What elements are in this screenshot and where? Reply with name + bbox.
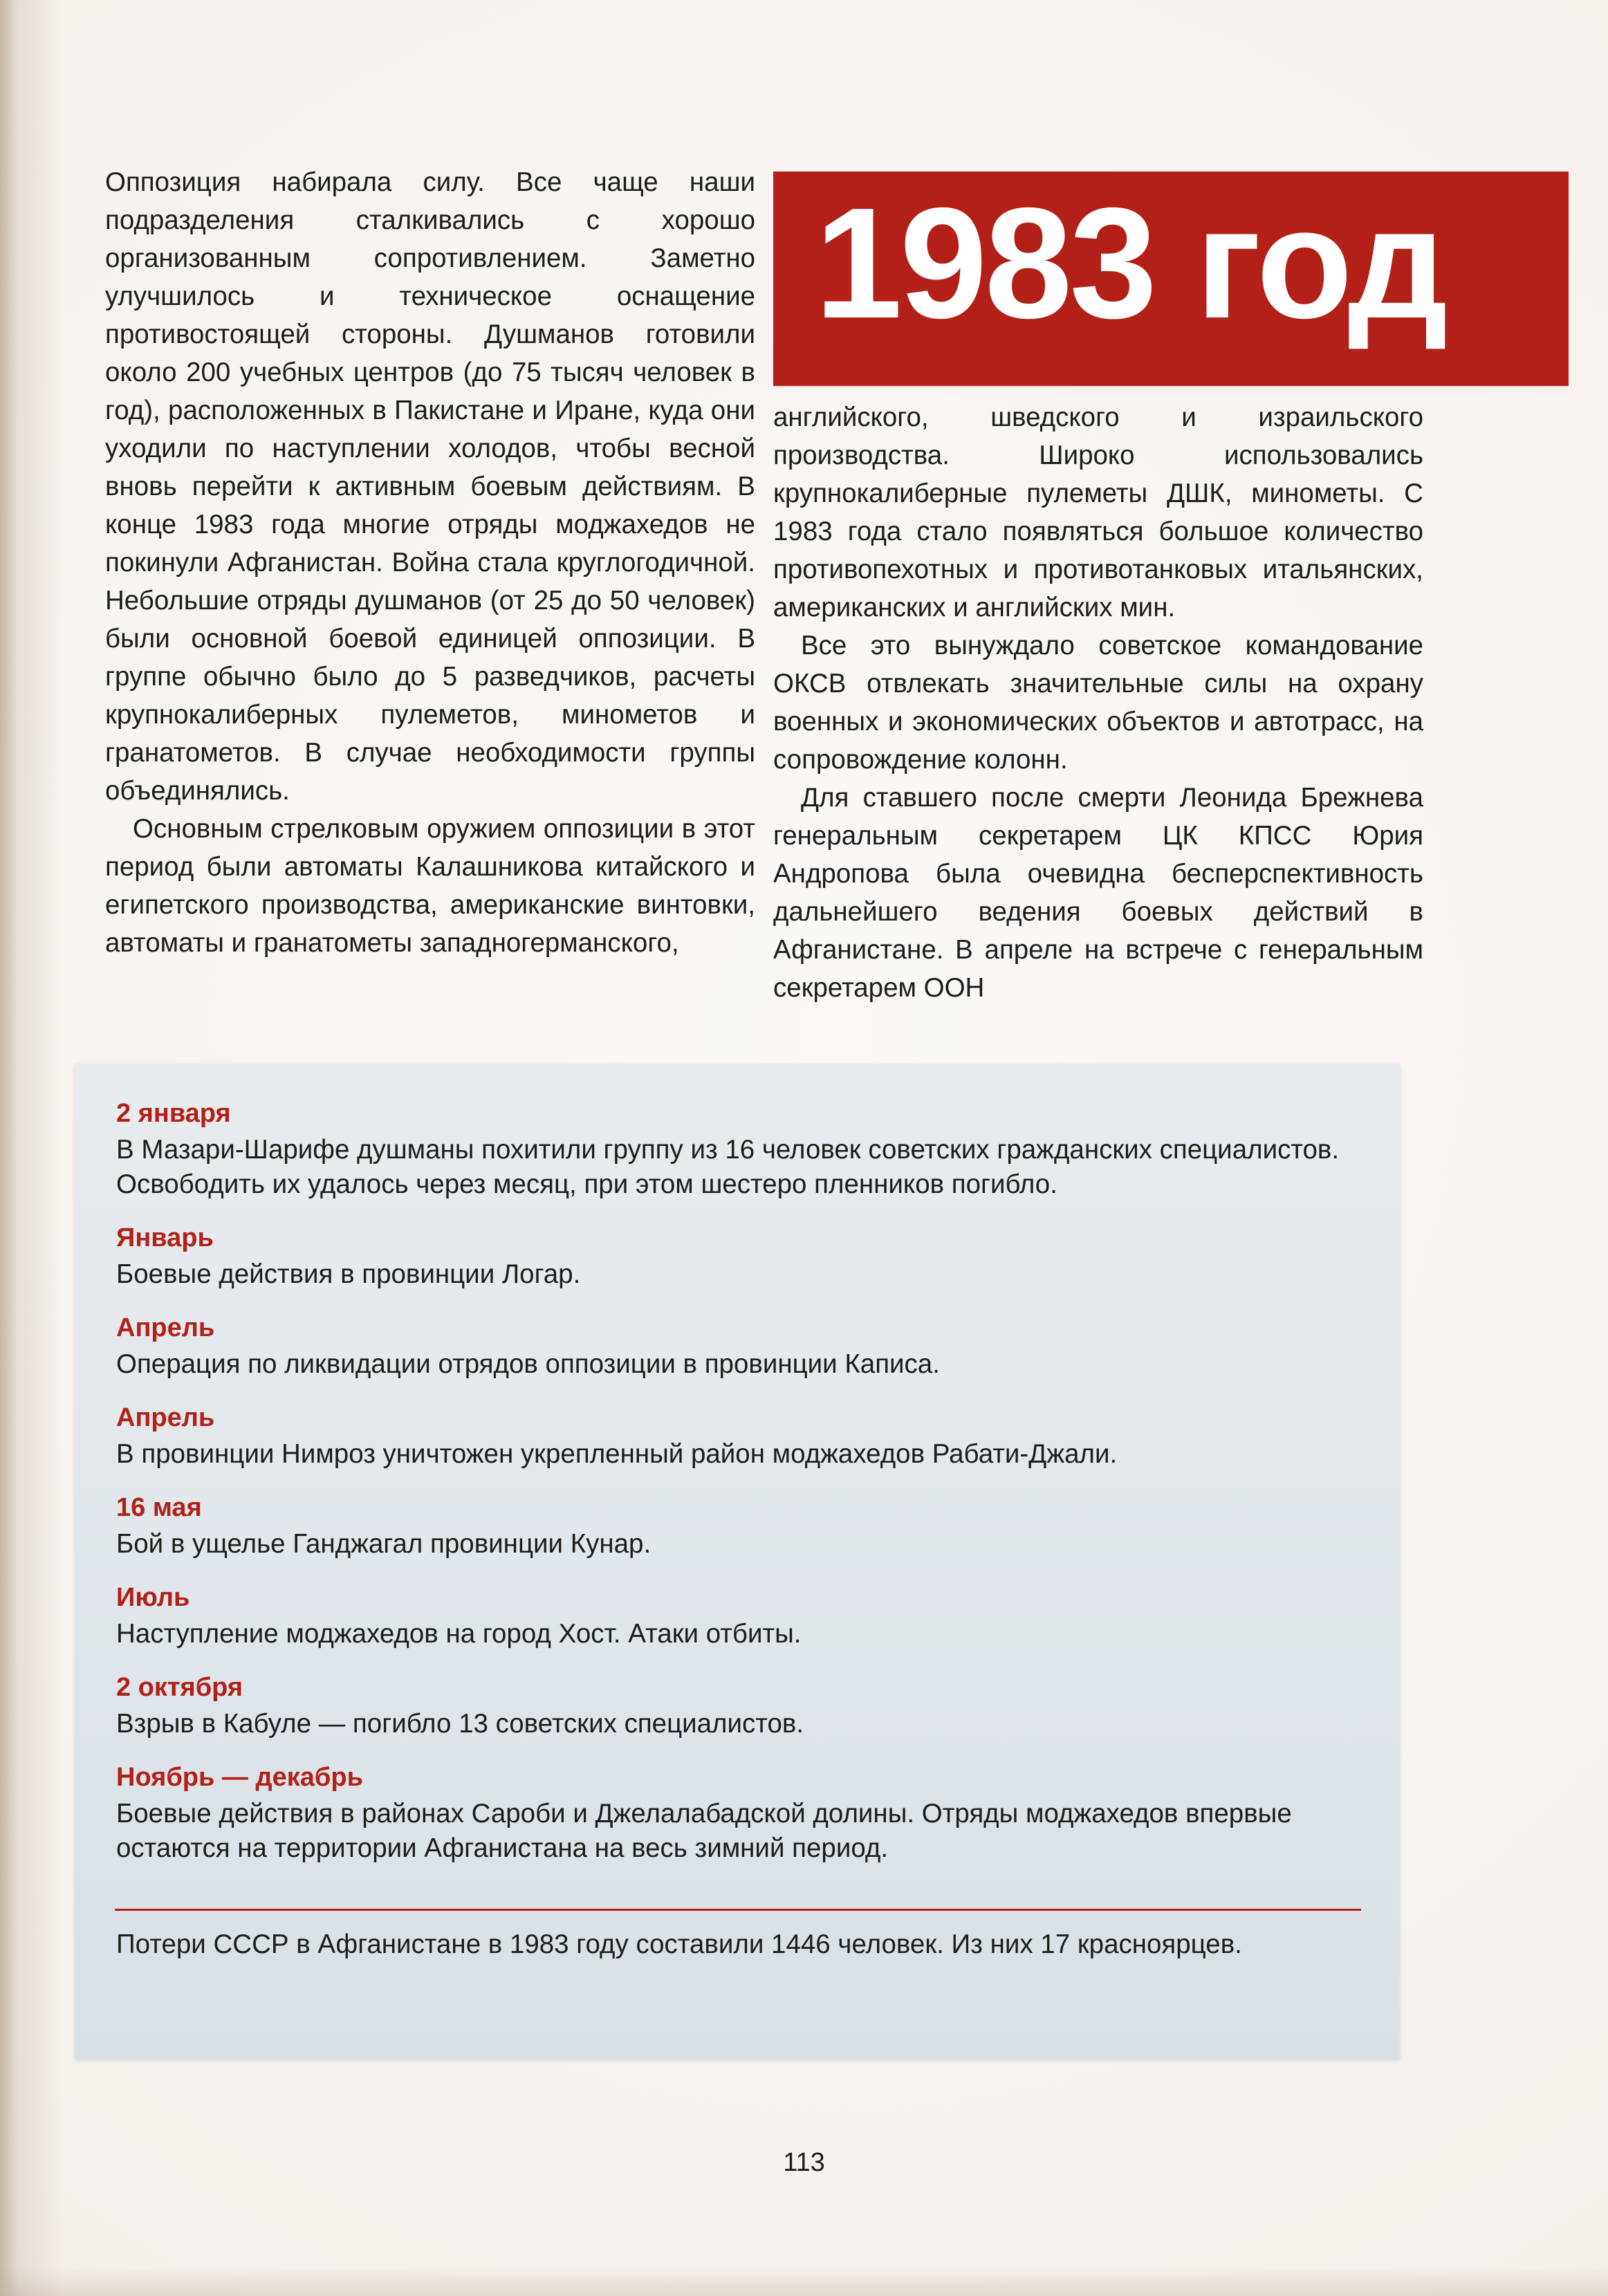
chronology-entries — [116, 1095, 1361, 1884]
paragraph: Оппозиция набирала силу. Все чаще наши подразделения сталкивались с хорошо организованным сопротивлением. Заметно улучшилось и техническое оснащение противостоящей стороны. Душманов готовили около 200 учебных центров (до 75 тысяч человек в год), расположенных в Пакистане и Иране, куда они уходили по наступлении холодов, чтобы весной вновь перейти к активным боевым действиям. В конце 1983 года многие отряды моджахедов не покинули Афганистан. Война стала круглогодичной. Небольшие отряды душманов (от 25 до 50 человек) были основной боевой единицей оппозиции. В группе обычно было до 5 разведчиков, расчеты крупнокалиберных пулеметов, минометов и гранатометов. В случае необходимости группы объединялись. — [105, 167, 755, 806]
entry-date: Январь — [116, 1223, 214, 1252]
scan-edge-left — [0, 0, 18, 2296]
entry-date: Апрель — [116, 1403, 215, 1432]
year-title: 1983 год — [815, 176, 1445, 351]
chronology-entry — [116, 1400, 1361, 1472]
year-banner — [773, 172, 1569, 386]
entry-date: Июль — [116, 1583, 190, 1612]
entry-text: Операция по ликвидации отрядов оппозиции в провинции Каписа. — [116, 1349, 940, 1379]
entry-date: 16 мая — [116, 1493, 202, 1522]
entry-date: Апрель — [116, 1313, 215, 1342]
chronology-entry — [116, 1310, 1361, 1382]
chronology-divider — [115, 1909, 1361, 1911]
paragraph: Для ставшего после смерти Леонида Брежнева генеральным секретарем ЦК КПСС Юрия Андропова была очевидна бесперспективность дальнейшего ведения боевых действий в Афганистане. В апреле на встрече с генеральным секретарем ООН — [773, 783, 1423, 1003]
chronology-panel — [75, 1064, 1400, 2059]
entry-text: Боевые действия в районах Сароби и Джелалабадской долины. Отряды моджахедов впервые остаются на территории Афганистана на весь зимний период. — [116, 1799, 1292, 1863]
paragraph: английского, шведского и израильского производства. Широко использовались крупнокалиберные пулеметы ДШК, минометы. С 1983 года стало появляться большое количество противопехотных и противотанковых итальянских, американских и английских мин. — [773, 402, 1423, 622]
page-number: 113 — [783, 2148, 825, 2177]
entry-text: В провинции Нимроз уничтожен укрепленный район моджахедов Рабати-Джали. — [116, 1439, 1118, 1469]
chronology-entry — [116, 1669, 1361, 1741]
entry-date: Ноябрь — декабрь — [116, 1763, 363, 1792]
chronology-entry — [116, 1095, 1361, 1202]
entry-date: 2 января — [116, 1099, 231, 1128]
paragraph: Основным стрелковым оружием оппозиции в этот период были автоматы Калашникова китайского и египетского производства, американские винтовки, автоматы и гранатометы западногерманского, — [105, 814, 755, 958]
scan-edge-bottom — [0, 2268, 1608, 2296]
entry-text: Боевые действия в провинции Логар. — [116, 1259, 581, 1289]
chronology-entry — [116, 1759, 1361, 1866]
chronology-entry — [116, 1220, 1361, 1292]
entry-text: Взрыв в Кабуле — погибло 13 советских специалистов. — [116, 1709, 804, 1739]
entry-text: Наступление моджахедов на город Хост. Атаки отбиты. — [116, 1619, 802, 1649]
entry-text: В Мазари-Шарифе душманы похитили группу из 16 человек советских гражданских специалистов. Освободить их удалось через месяц, при этом шестеро пленников погибло. — [116, 1135, 1340, 1199]
chronology-footer: Потери СССР в Афганистане в 1983 году составили 1446 человек. Из них 17 красноярцев. — [116, 1929, 1242, 1959]
body-column-left — [105, 163, 755, 962]
chronology-entry — [116, 1490, 1361, 1562]
paragraph: Все это вынуждало советское командование ОКСВ отвлекать значительные силы на охрану военных и экономических объектов и автотрасс, на сопровождение колонн. — [773, 631, 1423, 775]
body-column-right — [773, 398, 1423, 1007]
entry-text: Бой в ущелье Ганджагал провинции Кунар. — [116, 1529, 651, 1559]
chronology-entry — [116, 1580, 1361, 1651]
entry-date: 2 октября — [116, 1673, 243, 1702]
